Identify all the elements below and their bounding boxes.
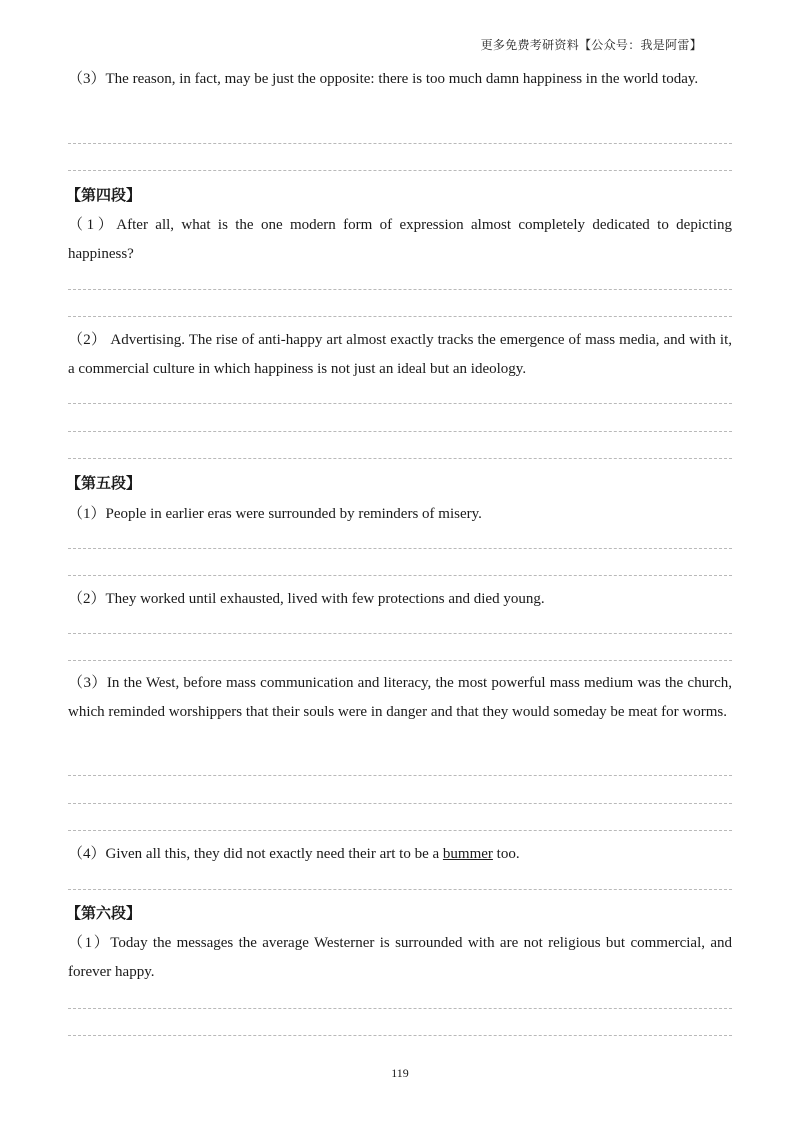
answer-line — [68, 889, 732, 890]
answer-line — [68, 170, 732, 171]
sentence-text-end: too. — [492, 846, 520, 862]
answer-line — [68, 431, 732, 432]
sentence-5-1: （1）People in earlier eras were surrounded by reminders of misery. — [68, 506, 482, 522]
sentence-5-2: （2）They worked until exhausted, lived with few protections and died young. — [68, 591, 545, 607]
answer-line — [68, 1035, 732, 1036]
answer-line — [68, 660, 732, 661]
sentence-5-3: （3）In the West, before mass communication and literacy, the most powerful mass medium was the church, which reminded worshippers that their souls were in danger and that they would someday be meat for worms. — [68, 675, 732, 720]
sentence-3-3: （3）The reason, in fact, may be just the opposite: there is too much damn happiness in the world today. — [68, 71, 699, 87]
sentence-6-1: （1）Today the messages the average Westerner is surrounded with are not religious but commercial, and forever happy. — [68, 935, 732, 980]
answer-line — [68, 548, 732, 549]
sentence-4-1: （1）After all, what is the one modern form of expression almost completely dedicated to depicting happiness? — [68, 217, 732, 262]
answer-line — [68, 316, 732, 317]
answer-line — [68, 458, 732, 459]
answer-line — [68, 403, 732, 404]
answer-line — [68, 143, 732, 144]
section-heading-6: 【第六段】 — [66, 904, 142, 922]
section-heading-5: 【第五段】 — [66, 474, 142, 492]
answer-line — [68, 289, 732, 290]
answer-line — [68, 830, 732, 831]
section-heading-4: 【第四段】 — [66, 186, 142, 204]
page-header: 更多免费考研资料【公众号：我是阿雷】 — [480, 38, 702, 52]
answer-line — [68, 803, 732, 804]
answer-line — [68, 633, 732, 634]
answer-line — [68, 575, 732, 576]
underlined-word: bummer — [442, 846, 493, 862]
sentence-5-4 — [68, 840, 732, 869]
sentence-4-2: （2） Advertising. The rise of anti-happy art almost exactly tracks the emergence of mass media, and with it, a commercial culture in which happiness is not just an ideal but an ideology. — [68, 332, 732, 377]
answer-line — [68, 1008, 732, 1009]
answer-line — [68, 775, 732, 776]
sentence-text: （4）Given all this, they did not exactly need their art to be a — [68, 846, 443, 862]
page-number: 119 — [391, 1066, 409, 1080]
